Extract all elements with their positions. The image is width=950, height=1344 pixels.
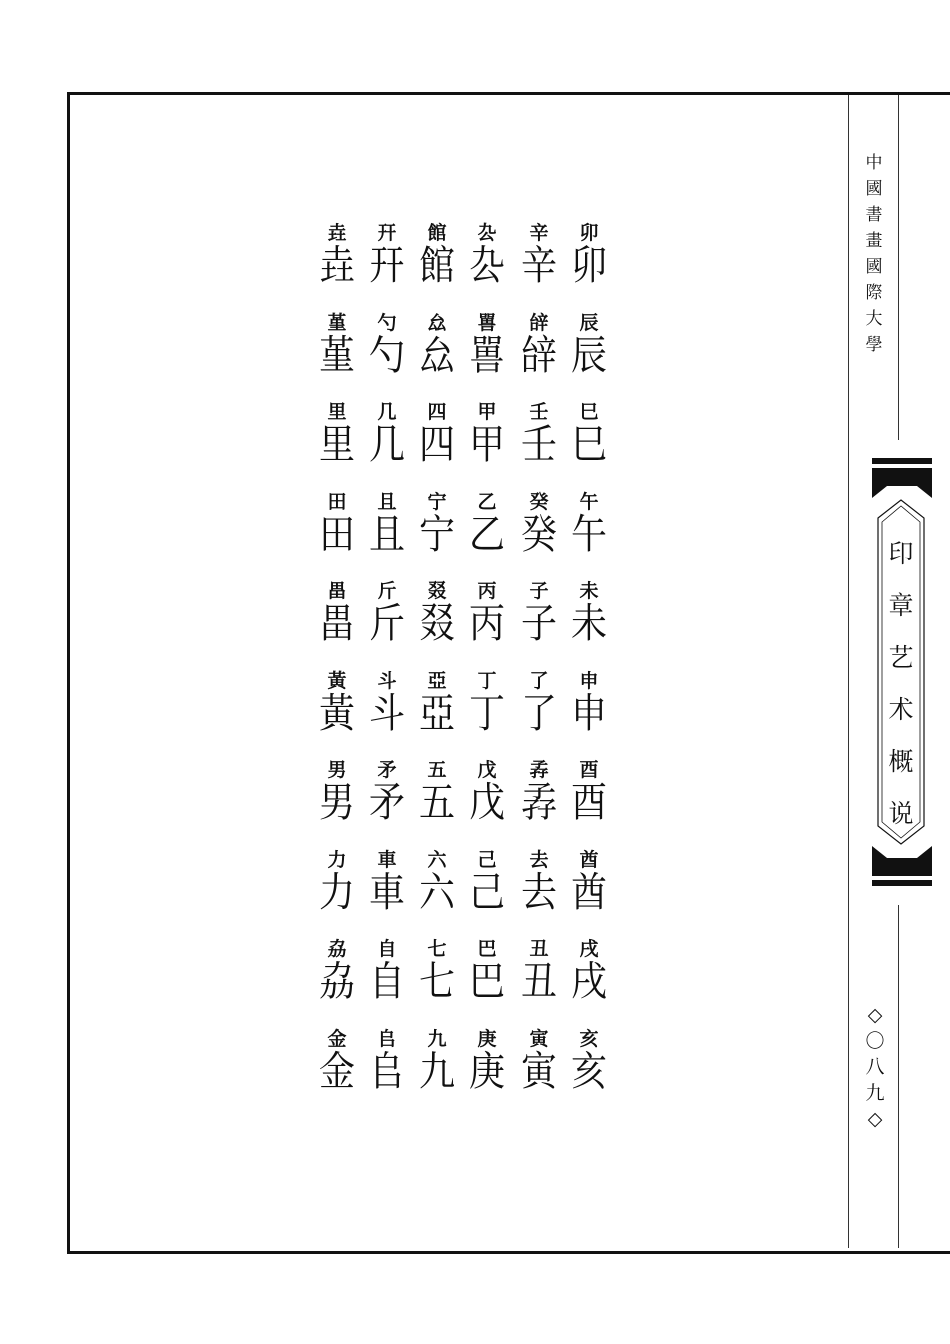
seal-entry — [362, 938, 412, 1026]
seal-entry — [564, 849, 614, 937]
seal-entry — [312, 849, 362, 937]
seal-entry — [462, 759, 512, 847]
seal-script-character: 丑 — [520, 959, 557, 1006]
page-number-char: 八 — [865, 1056, 885, 1078]
seal-entry — [564, 222, 614, 310]
seal-script-character: 垚 — [318, 243, 355, 290]
seal-script-character: 亥 — [570, 1048, 607, 1095]
seal-script-character: 畕 — [318, 601, 355, 648]
seal-entry — [514, 759, 564, 847]
modern-character: 勺 — [377, 311, 397, 334]
modern-character: 厽 — [427, 311, 447, 334]
modern-character: 巳 — [579, 401, 599, 423]
seal-entry — [412, 1028, 462, 1116]
seal-script-character: 戊 — [468, 780, 505, 827]
seal-script-character: 七 — [418, 959, 455, 1006]
seal-entry — [412, 580, 462, 668]
seal-script-character: 斤 — [368, 601, 405, 648]
seal-script-character: 劦 — [318, 959, 355, 1006]
seal-script-character: 辰 — [570, 332, 607, 379]
modern-character: 几 — [377, 401, 397, 423]
modern-character: 叕 — [427, 580, 447, 602]
modern-character: 己 — [477, 848, 497, 871]
seal-script-character: 丙 — [468, 601, 505, 648]
modern-character: 且 — [377, 490, 397, 513]
seal-script-character: 寅 — [520, 1048, 557, 1095]
modern-character: 申 — [579, 669, 599, 692]
seal-script-character: 里 — [318, 422, 355, 469]
modern-character: 巴 — [477, 938, 497, 960]
modern-character: 堇 — [327, 311, 347, 334]
modern-character: 戌 — [579, 938, 599, 960]
seal-entry — [564, 580, 614, 668]
seal-entry — [564, 759, 614, 847]
modern-character: 𠂤 — [377, 1027, 397, 1050]
seal-script-character: 自 — [368, 959, 405, 1006]
series-title-char: 書 — [865, 205, 883, 225]
book-title-panel — [872, 498, 930, 846]
seal-entry — [362, 580, 412, 668]
seal-script-character: 九 — [418, 1048, 455, 1095]
seal-script-character: 田 — [318, 511, 355, 558]
seal-entry — [462, 312, 512, 400]
seal-script-character: 五 — [418, 780, 455, 827]
seal-script-character: 辝 — [520, 332, 557, 379]
page-number-char: ◇ — [867, 1004, 883, 1026]
modern-character: 酋 — [579, 848, 599, 871]
seal-script-character: 庚 — [468, 1048, 505, 1095]
modern-character: 館 — [427, 222, 447, 244]
series-title — [860, 150, 888, 358]
seal-entry — [514, 849, 564, 937]
modern-character: 丁 — [477, 669, 497, 692]
seal-entry — [462, 849, 512, 937]
seal-entry — [462, 401, 512, 489]
page-number-char: 九 — [865, 1082, 885, 1104]
modern-character: 丙 — [477, 580, 497, 602]
title-cap-bottom-bar — [872, 880, 932, 886]
seal-script-character: 几 — [368, 422, 405, 469]
modern-character: 壬 — [529, 401, 549, 423]
modern-character: 未 — [579, 580, 599, 602]
margin-rule-outer-bottom — [898, 905, 899, 1248]
modern-character: 孨 — [529, 759, 549, 781]
series-title-char: 中 — [865, 153, 883, 173]
seal-entry — [312, 759, 362, 847]
seal-script-character: 辛 — [520, 243, 557, 290]
seal-script-character: 厹 — [468, 243, 505, 290]
page-number-char: 〇 — [865, 1030, 885, 1052]
modern-character: 矛 — [377, 759, 397, 781]
seal-script-character: 巳 — [570, 422, 607, 469]
seal-entry — [412, 759, 462, 847]
seal-entry — [564, 401, 614, 489]
modern-character: 垚 — [327, 222, 347, 244]
seal-entry — [564, 1028, 614, 1116]
modern-character: 亥 — [579, 1027, 599, 1050]
seal-script-character: 己 — [468, 869, 505, 916]
seal-entry — [462, 938, 512, 1026]
seal-entry — [514, 491, 564, 579]
seal-entry — [412, 938, 462, 1026]
seal-script-character: 乙 — [468, 511, 505, 558]
title-cap-top-bar — [872, 458, 932, 464]
modern-character: 斗 — [377, 669, 397, 692]
seal-entry — [312, 491, 362, 579]
modern-character: 五 — [427, 759, 447, 781]
modern-character: 寅 — [529, 1027, 549, 1050]
seal-entry — [312, 580, 362, 668]
seal-script-character: 斗 — [368, 690, 405, 737]
seal-entry — [362, 670, 412, 758]
modern-character: 嘼 — [477, 311, 497, 334]
seal-entry — [462, 222, 512, 310]
margin-rule-outer-top — [898, 95, 899, 440]
modern-character: 田 — [327, 490, 347, 513]
modern-character: 幵 — [377, 222, 397, 244]
seal-entry — [312, 1028, 362, 1116]
modern-character: 四 — [427, 401, 447, 423]
seal-entry — [514, 1028, 564, 1116]
seal-entry — [462, 580, 512, 668]
seal-script-character: 男 — [318, 780, 355, 827]
book-title-char: 术 — [888, 695, 914, 724]
seal-script-character: 丁 — [468, 690, 505, 737]
seal-script-character: 巴 — [468, 959, 505, 1006]
modern-character: 庚 — [477, 1027, 497, 1050]
modern-character: 子 — [529, 580, 549, 602]
seal-entry — [362, 1028, 412, 1116]
series-title-char: 國 — [865, 257, 883, 277]
seal-script-character: 六 — [418, 869, 455, 916]
series-title-char: 國 — [865, 179, 883, 199]
modern-character: 里 — [327, 401, 347, 423]
modern-character: 戊 — [477, 759, 497, 781]
seal-script-character: 且 — [368, 511, 405, 558]
seal-script-character: 館 — [418, 243, 455, 290]
seal-entry — [362, 491, 412, 579]
seal-script-character: 壬 — [520, 422, 557, 469]
seal-entry — [312, 401, 362, 489]
modern-character: 七 — [427, 938, 447, 960]
seal-entry — [514, 670, 564, 758]
seal-script-character: 孨 — [520, 780, 557, 827]
seal-script-character: 黃 — [318, 690, 355, 737]
seal-script-character: 叕 — [418, 601, 455, 648]
seal-script-character: 嘼 — [468, 332, 505, 379]
modern-character: 午 — [579, 490, 599, 513]
seal-script-character: 了 — [520, 690, 557, 737]
seal-entry — [412, 670, 462, 758]
seal-entry — [362, 222, 412, 310]
modern-character: 黃 — [327, 669, 347, 692]
seal-entry — [462, 491, 512, 579]
seal-entry — [462, 670, 512, 758]
modern-character: 劦 — [327, 938, 347, 960]
book-title-char: 概 — [888, 747, 914, 776]
modern-character: 畕 — [327, 580, 347, 602]
seal-entry — [312, 938, 362, 1026]
book-title-char: 印 — [888, 539, 914, 568]
modern-character: 六 — [427, 848, 447, 871]
seal-entry — [564, 491, 614, 579]
seal-script-character: 矛 — [368, 780, 405, 827]
modern-character: 力 — [327, 848, 347, 871]
seal-script-character: 幵 — [368, 243, 405, 290]
seal-script-character: 未 — [570, 601, 607, 648]
modern-character: 金 — [327, 1027, 347, 1050]
modern-character: 男 — [327, 759, 347, 781]
seal-entry — [412, 401, 462, 489]
seal-script-character: 酉 — [570, 780, 607, 827]
seal-script-character: 午 — [570, 511, 607, 558]
seal-entry — [412, 849, 462, 937]
series-title-char: 畫 — [865, 231, 883, 251]
seal-entry — [362, 849, 412, 937]
seal-script-character: 子 — [520, 601, 557, 648]
seal-script-character: 卯 — [570, 243, 607, 290]
seal-script-character: 力 — [318, 869, 355, 916]
seal-script-character: 宁 — [418, 511, 455, 558]
seal-script-character: 金 — [318, 1048, 355, 1095]
modern-character: 辰 — [579, 311, 599, 334]
seal-script-character: 𠂤 — [368, 1048, 405, 1095]
modern-character: 自 — [377, 938, 397, 960]
series-title-char: 學 — [865, 335, 883, 355]
seal-script-character: 去 — [520, 869, 557, 916]
page-number-char: ◇ — [867, 1108, 883, 1130]
book-title-char: 说 — [888, 799, 914, 828]
seal-script-character: 亞 — [418, 690, 455, 737]
seal-entry — [564, 312, 614, 400]
seal-entry — [412, 222, 462, 310]
modern-character: 辝 — [529, 311, 549, 334]
seal-script-character: 堇 — [318, 332, 355, 379]
seal-entry — [412, 312, 462, 400]
modern-character: 乙 — [477, 490, 497, 513]
book-title — [872, 528, 930, 840]
seal-script-character: 申 — [570, 690, 607, 737]
modern-character: 車 — [377, 848, 397, 871]
page-number — [858, 1002, 892, 1132]
series-title-char: 大 — [865, 309, 883, 329]
modern-character: 辛 — [529, 222, 549, 244]
modern-character: 去 — [529, 848, 549, 871]
seal-script-character: 厽 — [418, 332, 455, 379]
modern-character: 斤 — [377, 580, 397, 602]
seal-entry — [514, 312, 564, 400]
margin-rule — [848, 95, 849, 1248]
seal-entry — [362, 759, 412, 847]
modern-character: 九 — [427, 1027, 447, 1050]
modern-character: 甲 — [477, 401, 497, 423]
seal-entry — [564, 670, 614, 758]
seal-entry — [564, 938, 614, 1026]
modern-character: 丑 — [529, 938, 549, 960]
seal-script-character: 戌 — [570, 959, 607, 1006]
modern-character: 了 — [529, 669, 549, 692]
series-title-char: 際 — [865, 283, 883, 303]
modern-character: 卯 — [579, 222, 599, 244]
seal-entry — [514, 401, 564, 489]
modern-character: 酉 — [579, 759, 599, 781]
seal-entry — [312, 222, 362, 310]
modern-character: 厹 — [477, 222, 497, 244]
seal-entry — [462, 1028, 512, 1116]
seal-entry — [312, 312, 362, 400]
seal-entry — [362, 401, 412, 489]
book-title-char: 章 — [888, 591, 914, 620]
modern-character: 癸 — [529, 490, 549, 513]
seal-script-character: 勺 — [368, 332, 405, 379]
seal-entry — [312, 670, 362, 758]
seal-script-character: 甲 — [468, 422, 505, 469]
seal-entry — [514, 580, 564, 668]
modern-character: 亞 — [427, 669, 447, 692]
seal-script-character: 癸 — [520, 511, 557, 558]
modern-character: 宁 — [427, 490, 447, 513]
seal-character-table — [312, 222, 612, 1142]
seal-entry — [514, 222, 564, 310]
book-title-char: 艺 — [888, 643, 914, 672]
seal-entry — [412, 491, 462, 579]
seal-entry — [514, 938, 564, 1026]
seal-script-character: 酋 — [570, 869, 607, 916]
seal-script-character: 四 — [418, 422, 455, 469]
seal-script-character: 車 — [368, 869, 405, 916]
seal-entry — [362, 312, 412, 400]
